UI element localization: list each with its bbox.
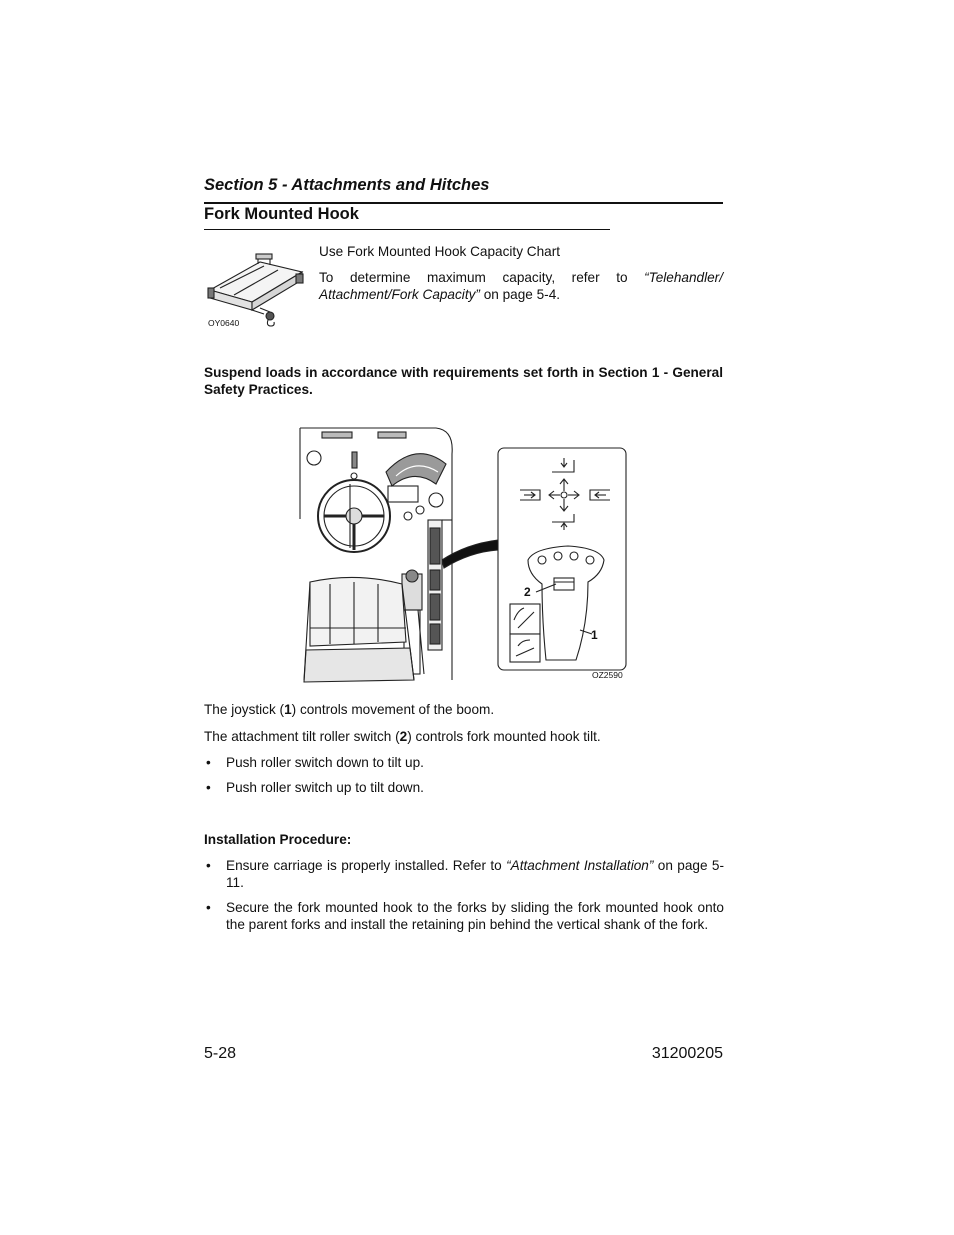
callout-1-label: 1: [591, 628, 598, 642]
joystick-text-pre: The joystick (: [204, 702, 285, 717]
list-item-text: [226, 857, 724, 891]
capacity-reference-link[interactable]: “Telehandler/ Attachment/Fork Capacity”: [319, 270, 723, 302]
roller-callout-number: 2: [399, 729, 408, 744]
joystick-description: [204, 701, 723, 718]
subsection-title: Fork Mounted Hook: [204, 205, 359, 223]
bullet-marker: •: [206, 900, 211, 915]
document-number: 31200205: [651, 1045, 723, 1062]
cab-controls-figure: [296, 424, 636, 686]
roller-text-post: ) controls fork mounted hook tilt.: [407, 729, 601, 744]
list-item: [206, 857, 725, 891]
bullet-marker: •: [206, 780, 211, 795]
bullet-marker: •: [206, 858, 211, 873]
section-title: Section 5 - Attachments and Hitches: [204, 176, 490, 194]
callout-2-label: 2: [524, 585, 531, 599]
page-number: 5-28: [204, 1045, 237, 1062]
list-item-text: Push roller switch down to tilt up.: [226, 755, 424, 770]
section-header: [204, 176, 723, 204]
safety-warning: Suspend loads in accordance with requirements set forth in Section 1 - General Safety Practices.: [204, 365, 723, 397]
joystick-text-post: ) controls movement of the boom.: [291, 702, 495, 717]
capacity-chart-line: Use Fork Mounted Hook Capacity Chart: [319, 244, 561, 259]
list-item: [206, 899, 724, 933]
attachment-installation-link[interactable]: “Attachment Installation”: [506, 858, 654, 873]
image-code-oy0640: OY0640: [208, 318, 240, 328]
roller-text-pre: The attachment tilt roller switch (: [204, 729, 400, 744]
installation-step1-pre: Ensure carriage is properly installed. Refer to: [226, 858, 507, 873]
refer-prefix: To determine maximum capacity, refer to: [319, 270, 645, 285]
installation-heading: Installation Procedure:: [204, 832, 352, 847]
subsection-header: [204, 205, 610, 230]
joystick-callout-number: 1: [284, 702, 292, 717]
installation-step1-post: on page 5-11.: [226, 858, 725, 890]
list-item-text: Push roller switch up to tilt down.: [226, 780, 424, 795]
list-item-text: Secure the fork mounted hook to the forks by sliding the fork mounted hook onto the parent forks and install the retaining pin behind the vertical shank of the fork.: [226, 900, 724, 932]
bullet-marker: •: [206, 755, 211, 770]
roller-switch-description: [204, 728, 723, 745]
figure-code-oz2590: OZ2590: [592, 670, 623, 680]
refer-suffix: on page 5-4.: [479, 287, 561, 302]
capacity-refer-paragraph: [319, 269, 723, 303]
